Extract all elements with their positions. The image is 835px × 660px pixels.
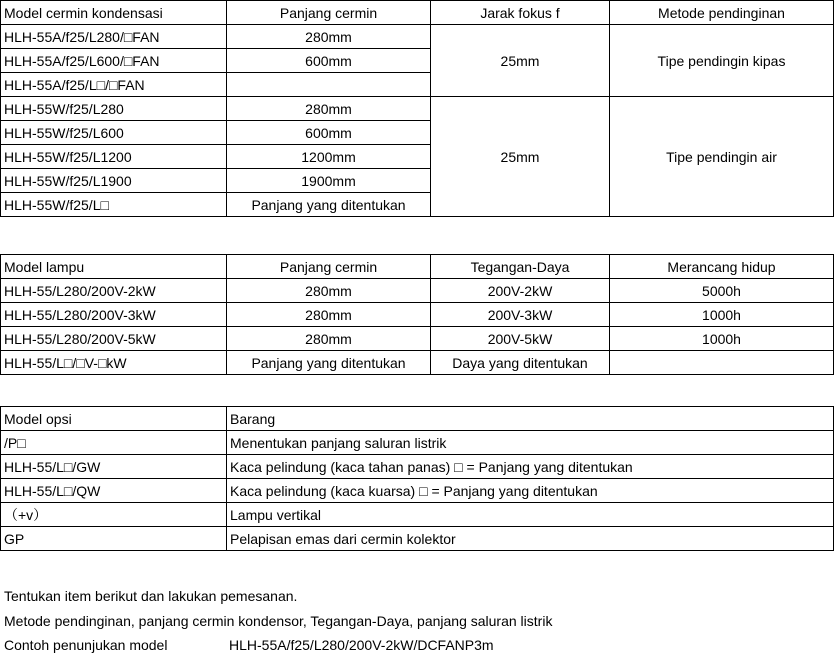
life-cell: 1000h xyxy=(610,327,834,351)
table-row xyxy=(1,527,834,551)
length-cell: 600mm xyxy=(227,49,431,73)
life-cell: 5000h xyxy=(610,279,834,303)
cooling-cell: Tipe pendingin air xyxy=(610,97,834,217)
length-cell: 280mm xyxy=(227,303,431,327)
focus-cell: 25mm xyxy=(431,25,610,97)
model-cell: HLH-55W/f25/L□ xyxy=(1,193,227,217)
focus-cell: 25mm xyxy=(431,97,610,217)
option-model-cell: （+v） xyxy=(1,503,227,527)
option-item-cell: Menentukan panjang saluran listrik xyxy=(227,431,834,455)
header-cell: Barang xyxy=(227,407,834,431)
life-cell xyxy=(610,351,834,375)
model-example xyxy=(4,637,824,653)
length-cell: 280mm xyxy=(227,97,431,121)
table-header-row xyxy=(1,407,834,431)
table-row xyxy=(1,97,834,121)
header-cell: Metode pendinginan xyxy=(610,1,834,25)
table-header-row xyxy=(1,255,834,279)
table-row xyxy=(1,327,834,351)
model-cell: HLH-55/L280/200V-5kW xyxy=(1,327,227,351)
model-cell: HLH-55/L280/200V-2kW xyxy=(1,279,227,303)
table-row xyxy=(1,279,834,303)
length-cell: 280mm xyxy=(227,327,431,351)
cooling-cell: Tipe pendingin kipas xyxy=(610,25,834,97)
header-cell: Model opsi xyxy=(1,407,227,431)
model-example-value: HLH-55A/f25/L280/200V-2kW/DCFANP3m xyxy=(229,637,494,653)
model-cell: HLH-55/L280/200V-3kW xyxy=(1,303,227,327)
option-item-cell: Kaca pelindung (kaca tahan panas) □ = Panjang yang ditentukan xyxy=(227,455,834,479)
header-cell: Tegangan-Daya xyxy=(431,255,610,279)
option-model-cell: GP xyxy=(1,527,227,551)
header-cell: Merancang hidup xyxy=(610,255,834,279)
header-cell: Model lampu xyxy=(1,255,227,279)
table-row xyxy=(1,351,834,375)
length-cell: 600mm xyxy=(227,121,431,145)
model-cell: HLH-55A/f25/L□/□FAN xyxy=(1,73,227,97)
option-model-cell: /P□ xyxy=(1,431,227,455)
model-cell: HLH-55W/f25/L1200 xyxy=(1,145,227,169)
length-cell: 1200mm xyxy=(227,145,431,169)
voltage-cell: 200V-2kW xyxy=(431,279,610,303)
length-cell: 1900mm xyxy=(227,169,431,193)
length-cell: 280mm xyxy=(227,279,431,303)
table-row xyxy=(1,431,834,455)
table-row xyxy=(1,503,834,527)
table-row xyxy=(1,479,834,503)
option-item-cell: Lampu vertikal xyxy=(227,503,834,527)
header-cell: Panjang cermin xyxy=(227,1,431,25)
model-cell: HLH-55A/f25/L280/□FAN xyxy=(1,25,227,49)
table-header-row xyxy=(1,1,834,25)
length-cell: Panjang yang ditentukan xyxy=(227,351,431,375)
header-cell: Panjang cermin xyxy=(227,255,431,279)
option-model-cell: HLH-55/L□/QW xyxy=(1,479,227,503)
life-cell: 1000h xyxy=(610,303,834,327)
length-cell: 280mm xyxy=(227,25,431,49)
length-cell xyxy=(227,73,431,97)
option-item-cell: Kaca pelindung (kaca kuarsa) □ = Panjang yang ditentukan xyxy=(227,479,834,503)
table-row xyxy=(1,455,834,479)
lamp-table xyxy=(0,254,834,375)
length-cell: Panjang yang ditentukan xyxy=(227,193,431,217)
voltage-cell: Daya yang ditentukan xyxy=(431,351,610,375)
option-item-cell: Pelapisan emas dari cermin kolektor xyxy=(227,527,834,551)
option-table xyxy=(0,406,834,551)
order-note-items: Metode pendinginan, panjang cermin kondensor, Tegangan-Daya, panjang saluran listrik xyxy=(4,613,553,629)
model-cell: HLH-55W/f25/L280 xyxy=(1,97,227,121)
mirror-table xyxy=(0,0,834,217)
model-cell: HLH-55W/f25/L600 xyxy=(1,121,227,145)
model-example-label: Contoh penunjukan model xyxy=(4,637,168,653)
model-cell: HLH-55A/f25/L600/□FAN xyxy=(1,49,227,73)
table-row xyxy=(1,303,834,327)
order-note-intro: Tentukan item berikut dan lakukan pemesanan. xyxy=(4,588,298,604)
table-row xyxy=(1,25,834,49)
model-cell: HLH-55/L□/□V-□kW xyxy=(1,351,227,375)
header-cell: Jarak fokus f xyxy=(431,1,610,25)
header-cell: Model cermin kondensasi xyxy=(1,1,227,25)
option-model-cell: HLH-55/L□/GW xyxy=(1,455,227,479)
voltage-cell: 200V-3kW xyxy=(431,303,610,327)
voltage-cell: 200V-5kW xyxy=(431,327,610,351)
model-cell: HLH-55W/f25/L1900 xyxy=(1,169,227,193)
